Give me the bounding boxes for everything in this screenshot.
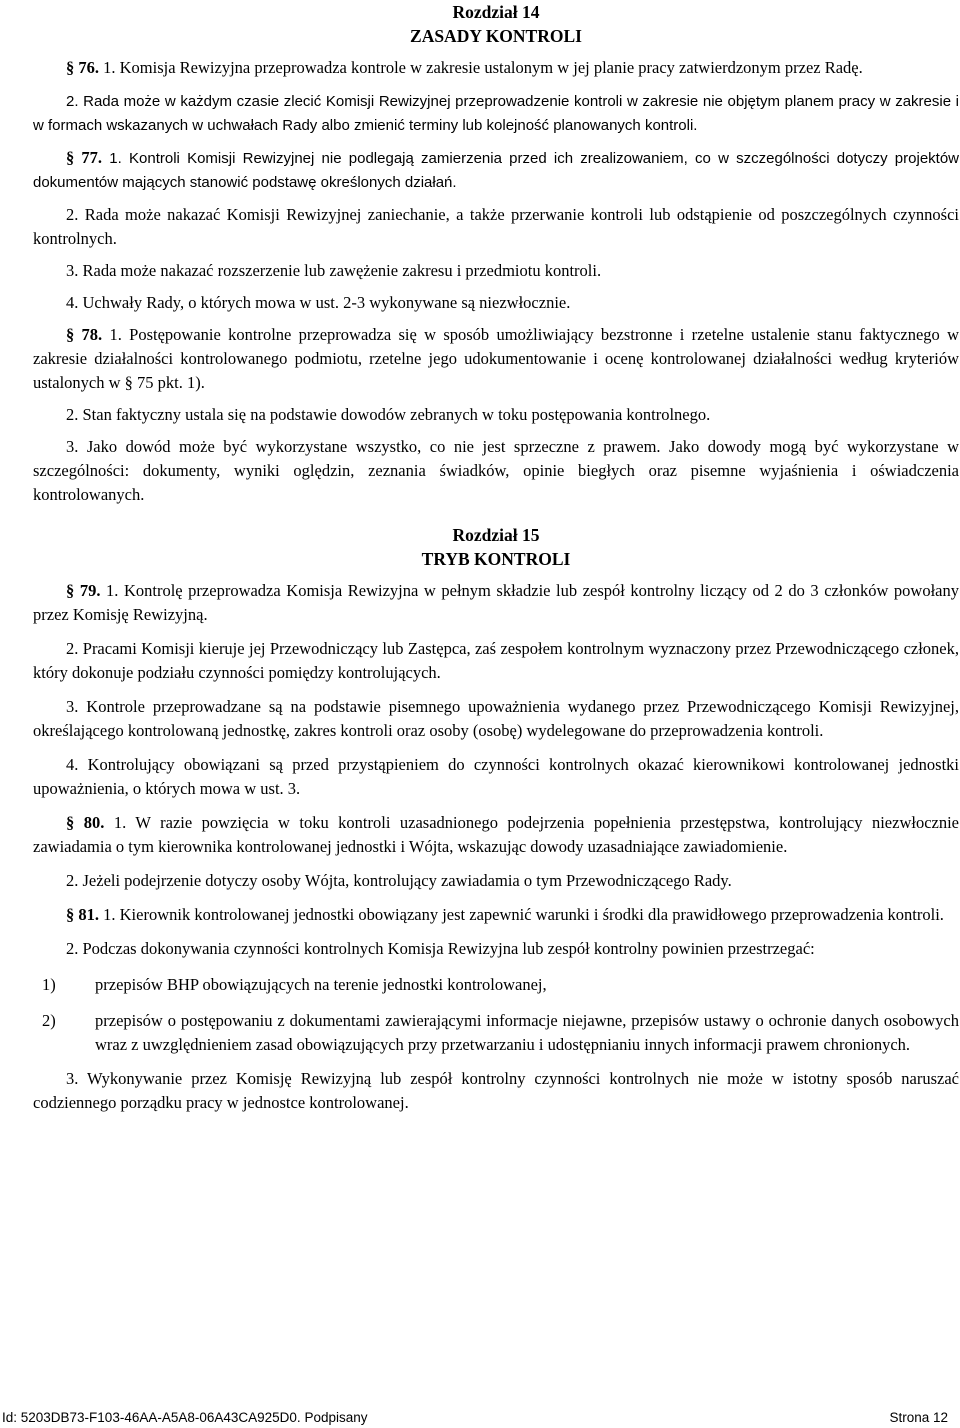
paragraph-77-2: 2. Rada może nakazać Komisji Rewizyjnej zaniechanie, a także przerwanie kontroli lub odstąpienie od poszczególnych czynności kontrolnych.: [33, 205, 959, 248]
paragraph-78-3: 3. Jako dowód może być wykorzystane wszystko, co nie jest sprzeczne z prawem. Jako dowody mogą być wykorzystane w szczególności: dokumenty, wyniki oględzin, zeznania świadków, opinie biegłych oraz pisemne wyjaśnienia i oświadczenia kontrolowanych.: [33, 437, 959, 504]
paragraph-79-2: 2. Pracami Komisji kieruje jej Przewodniczący lub Zastępca, zaś zespołem kontrolnym wyznaczony przez Przewodniczącego członek, który dokonuje podziału czynności pomiędzy kontrolujących.: [33, 639, 959, 682]
chapter-15-title: Rozdział 15: [452, 525, 540, 545]
section-81-number: § 81.: [66, 905, 99, 924]
list-item: [33, 973, 959, 997]
paragraph-81-1: § 81. 1. Kierownik kontrolowanej jednostki obowiązany jest zapewnić warunki i środki dla prawidłowego przeprowadzenia kontroli.: [66, 905, 944, 924]
chapter-15-subtitle: TRYB KONTROLI: [421, 549, 571, 569]
list-item-number: 1): [42, 975, 56, 994]
section-78-number: § 78.: [66, 325, 103, 344]
chapter-14-title: Rozdział 14: [452, 2, 540, 22]
paragraph-76-1: § 76. 1. Komisja Rewizyjna przeprowadza kontrole w zakresie ustalonym w jej planie pracy zatwierdzonym przez Radę.: [66, 58, 863, 77]
paragraph-78-2: 2. Stan faktyczny ustala się na podstawie dowodów zebranych w toku postępowania kontrolnego.: [66, 405, 711, 424]
paragraph-80-2: 2. Jeżeli podejrzenie dotyczy osoby Wójta, kontrolujący zawiadamia o tym Przewodniczącego Rady.: [66, 871, 732, 890]
document-body: [33, 0, 959, 1115]
paragraph-77-1: § 77. 1. Kontroli Komisji Rewizyjnej nie podlegają zamierzenia przed ich zrealizowaniem, co w szczególności dotyczy projektów dokumentów mających stanowić podstawę określonych działań.: [33, 148, 960, 191]
chapter-14-subtitle: ZASADY KONTROLI: [410, 26, 582, 46]
list-item-text: przepisów o postępowaniu z dokumentami zawierającymi informacje niejawne, przepisów ustawy o ochronie danych osobowych wraz z uwzględnieniem zasad obowiązujących przy przetwarzaniu i udostępnianiu innych informacji prawem chronionych.: [95, 1011, 959, 1054]
section-77-number: § 77.: [66, 148, 103, 167]
list-item-text: przepisów BHP obowiązujących na terenie jednostki kontrolowanej,: [95, 975, 547, 994]
paragraph-81-2: 2. Podczas dokonywania czynności kontrolnych Komisja Rewizyjna lub zespół kontrolny powinien przestrzegać:: [66, 939, 815, 958]
paragraph-79-3: 3. Kontrole przeprowadzane są na podstawie pisemnego upoważnienia wydanego przez Przewodniczącego Komisji Rewizyjnej, określającego kontrolowaną jednostkę, zakres kontroli oraz osoby (osobę) wydelegowane do przeprowadzenia kontroli.: [33, 697, 959, 740]
page-number: Strona 12: [889, 1410, 948, 1425]
list-item-number: 2): [42, 1011, 56, 1030]
section-76-number: § 76.: [66, 58, 99, 77]
paragraph-77-4: 4. Uchwały Rady, o których mowa w ust. 2-3 wykonywane są niezwłocznie.: [66, 293, 571, 312]
section-80-number: § 80.: [66, 813, 105, 832]
document-id: Id: 5203DB73-F103-46AA-A5A8-06A43CA925D0. Podpisany: [2, 1410, 368, 1425]
paragraph-79-1: § 79. 1. Kontrolę przeprowadza Komisja Rewizyjna w pełnym składzie lub zespół kontrolny liczący od 2 do 3 członków powołany przez Komisję Rewizyjną.: [33, 581, 960, 624]
section-79-number: § 79.: [66, 581, 101, 600]
paragraph-79-4: 4. Kontrolujący obowiązani są przed przystąpieniem do czynności kontrolnych okazać kierownikowi kontrolowanej jednostki upoważnienia, o których mowa w ust. 3.: [33, 755, 959, 798]
paragraph-76-2: 2. Rada może w każdym czasie zlecić Komisji Rewizyjnej przeprowadzenie kontroli w zakresie nie objętym planem pracy w zakresie i w formach wskazanych w uchwałach Rady albo zmienić terminy lub kolejność planowanych kontroli.: [33, 93, 959, 134]
list-item: [33, 1009, 959, 1057]
paragraph-77-3: 3. Rada może nakazać rozszerzenie lub zawężenie zakresu i przedmiotu kontroli.: [66, 261, 602, 280]
paragraph-81-3: 3. Wykonywanie przez Komisję Rewizyjną lub zespół kontrolny czynności kontrolnych nie może w istotny sposób naruszać codziennego porządku pracy w jednostce kontrolowanej.: [33, 1069, 959, 1112]
paragraph-78-1: § 78. 1. Postępowanie kontrolne przeprowadza się w sposób umożliwiający bezstronne i rzetelne ustalenie stanu faktycznego w zakresie działalności kontrolowanego podmiotu, rzetelne jego udokumentowanie i ocenę kontrolowanej działalności według kryteriów ustalonych w § 75 pkt. 1).: [33, 325, 960, 392]
paragraph-80-1: § 80. 1. W razie powzięcia w toku kontroli uzasadnionego podejrzenia popełnienia przestępstwa, kontrolujący niezwłocznie zawiadamia o tym kierownika kontrolowanej jednostki i Wójta, wskazując dowody uzasadniające zawiadomienie.: [33, 813, 960, 856]
page-footer: [0, 1408, 960, 1428]
